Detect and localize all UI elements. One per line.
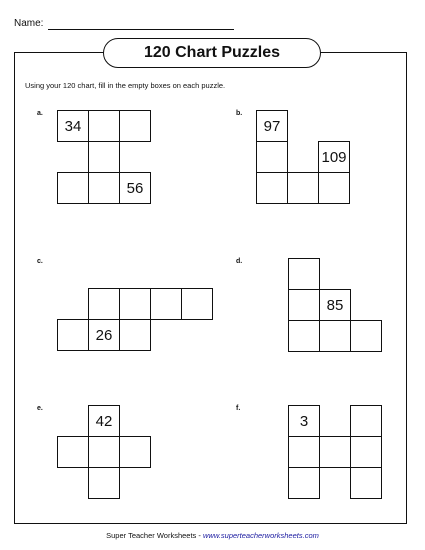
footer-url[interactable]: www.superteacherworksheets.com <box>202 531 319 540</box>
puzzle-cell-given: 34 <box>57 110 89 142</box>
puzzle-cell-empty[interactable] <box>88 436 120 468</box>
puzzle-cell-empty[interactable] <box>57 436 89 468</box>
puzzle-label: a. <box>37 110 43 117</box>
puzzle-cell-empty[interactable] <box>256 141 288 173</box>
puzzle-cell-given: 56 <box>119 172 151 204</box>
puzzle-cell-empty[interactable] <box>256 172 288 204</box>
puzzle-cell-empty[interactable] <box>288 467 320 499</box>
puzzle-cell-empty[interactable] <box>318 172 350 204</box>
puzzle-cell-empty[interactable] <box>350 436 382 468</box>
puzzle-cell-empty[interactable] <box>350 320 382 352</box>
footer-site-name: Super Teacher Worksheets - <box>106 531 203 540</box>
puzzle-cell-given: 85 <box>319 289 351 321</box>
puzzle-cell-empty[interactable] <box>88 172 120 204</box>
puzzle-cell-empty[interactable] <box>57 319 89 351</box>
puzzle-cell-empty[interactable] <box>350 467 382 499</box>
puzzle-cell-given: 109 <box>318 141 350 173</box>
puzzle-cell-empty[interactable] <box>288 289 320 321</box>
name-underline <box>48 29 234 30</box>
puzzle-cell-given: 97 <box>256 110 288 142</box>
puzzle-cell-empty[interactable] <box>150 288 182 320</box>
puzzle-cell-empty[interactable] <box>288 258 320 290</box>
puzzle-cell-empty[interactable] <box>88 110 120 142</box>
puzzle-cell-empty[interactable] <box>288 320 320 352</box>
puzzle-label: d. <box>236 258 243 265</box>
instructions: Using your 120 chart, fill in the empty boxes on each puzzle. <box>25 81 226 90</box>
name-label: Name: <box>14 18 44 29</box>
puzzle-label: f. <box>236 405 241 412</box>
puzzle-cell-empty[interactable] <box>119 288 151 320</box>
puzzle-label: b. <box>236 110 243 117</box>
puzzle-cell-empty[interactable] <box>288 436 320 468</box>
puzzle-cell-empty[interactable] <box>181 288 213 320</box>
puzzle-cell-empty[interactable] <box>88 288 120 320</box>
footer <box>0 531 425 540</box>
puzzle-label: c. <box>37 258 43 265</box>
puzzle-cell-empty[interactable] <box>88 467 120 499</box>
puzzle-cell-empty[interactable] <box>119 319 151 351</box>
puzzle-cell-empty[interactable] <box>119 436 151 468</box>
puzzle-cell-empty[interactable] <box>287 172 319 204</box>
puzzle-cell-given: 26 <box>88 319 120 351</box>
puzzle-cell-empty[interactable] <box>88 141 120 173</box>
puzzle-cell-empty[interactable] <box>319 436 351 468</box>
puzzle-cell-empty[interactable] <box>350 405 382 437</box>
puzzle-cell-empty[interactable] <box>57 172 89 204</box>
worksheet-title: 120 Chart Puzzles <box>103 38 321 68</box>
puzzle-cell-empty[interactable] <box>119 110 151 142</box>
puzzle-cell-empty[interactable] <box>319 320 351 352</box>
puzzle-label: e. <box>37 405 43 412</box>
puzzle-cell-given: 3 <box>288 405 320 437</box>
puzzle-cell-given: 42 <box>88 405 120 437</box>
